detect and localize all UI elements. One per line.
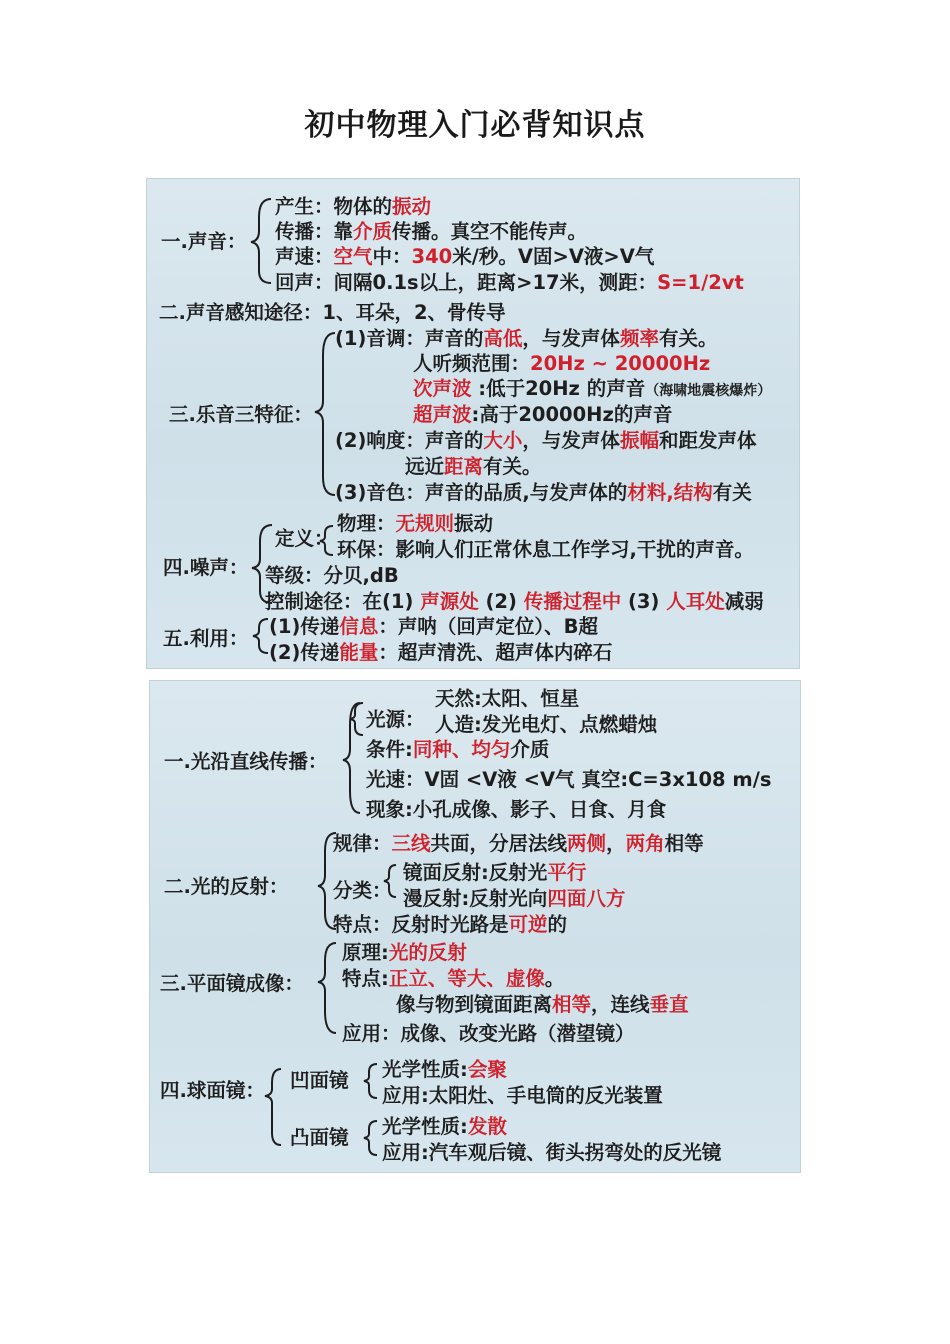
control-text-c: (3): [621, 590, 667, 613]
propagation-keyword: 传播过程中: [523, 590, 622, 613]
concave-property-line: [382, 1058, 507, 1082]
distance-text-b: ，连线: [591, 993, 650, 1016]
concave-mirror-label: 凹面镜: [290, 1069, 349, 1092]
ultrasound-line: [413, 403, 672, 427]
noise-control-line: [265, 590, 764, 614]
pitch-text-c: 有关。: [658, 327, 718, 350]
loudness-text-e: 有关。: [483, 455, 542, 478]
angles-keyword: 两角: [625, 832, 665, 855]
noise-environment-line: 环保：影响人们正常休息工作学习,干扰的声音。: [337, 538, 754, 561]
propagation-text-b: 传播。真空不能传声。: [392, 220, 588, 243]
light-source-label: 光源：: [366, 708, 425, 731]
noise-definition-label: 定义：: [275, 527, 334, 550]
usage-info-text-b: ：声呐（回声定位）、B超: [378, 615, 599, 638]
classification-label: 分类：: [333, 879, 392, 902]
diffuse-text: 漫反射:反射光向: [403, 887, 548, 910]
infrasound-examples: （海啸地震核爆炸）: [645, 383, 772, 399]
distance-keyword: 距离: [444, 455, 484, 478]
convex-mirror-label: 凸面镜: [290, 1126, 349, 1149]
ultrasound-text: :高于20000Hz的声音: [471, 403, 673, 426]
noise-physics-line: [337, 512, 493, 536]
control-text-b: (2): [478, 590, 524, 613]
infrasound-line: [413, 377, 771, 403]
control-text-a: 控制途径：在(1): [265, 590, 421, 613]
sound-knowledge-card: [146, 178, 800, 669]
law-text-c: ，: [606, 832, 626, 855]
reversibility-line: [333, 913, 567, 937]
speed-text-b: 米/秒。V固>V液>V气: [452, 245, 655, 268]
timbre-line: [335, 481, 752, 505]
section-usage-heading: 五.利用：: [163, 627, 249, 650]
condition-line: [366, 738, 549, 762]
information-keyword: 信息: [339, 615, 379, 638]
source-keyword: 声源处: [420, 590, 479, 613]
echo-formula: S=1/2vt: [657, 271, 744, 294]
plane-mirror-application-line: 应用：成像、改变光路（潜望镜）: [342, 1022, 635, 1045]
irregular-keyword: 无规则: [395, 512, 455, 535]
sound-propagation-line: [275, 220, 587, 244]
loudness-keyword: 大小: [483, 429, 523, 452]
condition-text: 介质: [510, 738, 550, 761]
section-perception-heading: 二.声音感知途径：1、耳朵，2、骨传导: [159, 301, 506, 324]
energy-keyword: 能量: [339, 641, 379, 664]
speed-value: 340: [411, 245, 453, 268]
infrasound-text: :低于20Hz 的声音: [471, 377, 646, 400]
infrasound-keyword: 次声波: [413, 377, 472, 400]
distance-text-a: 像与物到镜面距离: [396, 993, 553, 1016]
sound-production-text: 产生：物体的: [275, 195, 393, 218]
convex-property-line: [382, 1115, 507, 1139]
features-end: 。: [544, 967, 565, 990]
ear-keyword: 人耳处: [666, 590, 725, 613]
principle-line: [342, 941, 467, 965]
reflection-keyword: 光的反射: [388, 941, 467, 964]
reflection-law-line: [333, 832, 704, 856]
speed-label: 声速：: [275, 245, 334, 268]
medium-keyword: 介质: [353, 220, 393, 243]
all-directions-keyword: 四面八方: [547, 887, 626, 910]
usage-energy-text-a: (2)传递: [269, 641, 340, 664]
propagation-text-a: 传播：靠: [275, 220, 354, 243]
usage-energy-line: [269, 641, 612, 665]
section-plane-mirror-heading: 三.平面镜成像：: [160, 972, 304, 995]
frequency-keyword: 频率: [619, 327, 659, 350]
convex-application-line: 应用:汽车观后镜、街头拐弯处的反光镜: [382, 1141, 722, 1164]
light-knowledge-card: [149, 680, 801, 1173]
hearing-range-value: 20Hz ~ 20000Hz: [530, 352, 711, 375]
usage-info-line: [269, 615, 598, 639]
page-title: 初中物理入门必背知识点: [304, 108, 646, 143]
virtual-image-keyword: 正立、等大、虚像: [388, 967, 545, 990]
pitch-text-b: ，与发声体: [522, 327, 620, 350]
equal-keyword: 相等: [552, 993, 592, 1016]
timbre-text-b: 有关: [712, 481, 752, 504]
both-sides-keyword: 两侧: [567, 832, 607, 855]
perpendicular-keyword: 垂直: [649, 993, 689, 1016]
diverge-keyword: 发散: [467, 1115, 507, 1138]
hearing-range-label: 人听频范围：: [413, 352, 531, 375]
echo-text: 回声：间隔0.1s以上，距离>17米，测距：: [275, 271, 658, 294]
concave-property-label: 光学性质:: [382, 1058, 468, 1081]
section-reflection-heading: 二.光的反射：: [164, 875, 289, 898]
diffuse-reflection-line: [403, 887, 625, 911]
pitch-text-a: (1)音调：声音的: [335, 327, 484, 350]
loudness-line-1: [335, 429, 756, 453]
echo-line: [275, 271, 744, 295]
noise-physics-label: 物理：: [337, 512, 396, 535]
section-spherical-mirror-heading: 四.球面镜：: [160, 1079, 265, 1102]
features-label: 特点:: [342, 967, 389, 990]
law-text-b: 共面，分居法线: [430, 832, 568, 855]
specular-text: 镜面反射:反射光: [403, 861, 548, 884]
convex-property-label: 光学性质:: [382, 1115, 468, 1138]
control-text-d: 减弱: [724, 590, 764, 613]
reversibility-text-a: 特点：反射时光路是: [333, 913, 509, 936]
image-distance-line: [396, 993, 689, 1017]
specular-reflection-line: [403, 861, 586, 885]
section-rectilinear-heading: 一.光沿直线传播：: [164, 750, 328, 773]
concave-application-line: 应用:太阳灶、手电筒的反光装置: [382, 1084, 663, 1107]
material-structure-keyword: 材料,结构: [627, 481, 713, 504]
loudness-text-a: (2)响度：声音的: [335, 429, 484, 452]
sound-speed-line: [275, 245, 654, 269]
converge-keyword: 会聚: [467, 1058, 507, 1081]
sound-production-line: [275, 195, 431, 219]
uniform-keyword: 同种、均匀: [412, 738, 511, 761]
principle-label: 原理:: [342, 941, 389, 964]
law-text-a: 规律：: [333, 832, 392, 855]
law-text-d: 相等: [664, 832, 704, 855]
artificial-source-line: 人造:发光电灯、点燃蜡烛: [435, 713, 658, 736]
pitch-keyword: 高低: [483, 327, 523, 350]
vibration-keyword: 振动: [392, 195, 432, 218]
loudness-text-b: ，与发声体: [522, 429, 620, 452]
section-music-heading: 三.乐音三特征：: [169, 403, 313, 426]
noise-grade-line: 等级：分贝,dB: [265, 564, 399, 587]
ultrasound-keyword: 超声波: [413, 403, 472, 426]
timbre-text-a: (3)音色：声音的品质,与发声体的: [335, 481, 628, 504]
natural-source-line: 天然:太阳、恒星: [435, 687, 580, 710]
usage-energy-text-b: ：超声清洗、超声体内碎石: [378, 641, 613, 664]
condition-label: 条件:: [366, 738, 413, 761]
parallel-keyword: 平行: [547, 861, 587, 884]
hearing-range-line: [413, 352, 710, 376]
air-keyword: 空气: [333, 245, 373, 268]
three-lines-keyword: 三线: [391, 832, 431, 855]
reversibility-text-b: 的: [547, 913, 568, 936]
loudness-text-c: 和距发声体: [658, 429, 757, 452]
speed-text-a: 中：: [372, 245, 412, 268]
loudness-text-d: 远近: [405, 455, 445, 478]
loudness-line-2: [405, 455, 542, 479]
noise-physics-text: 振动: [454, 512, 494, 535]
light-speed-line: 光速：V固 <V液 <V气 真空:C=3x108 m/s: [366, 768, 772, 791]
image-features-line: [342, 967, 564, 991]
pitch-line: [335, 327, 717, 351]
section-noise-heading: 四.噪声：: [163, 556, 249, 579]
phenomena-line: 现象:小孔成像、影子、日食、月食: [366, 798, 667, 821]
section-sound-heading: 一.声音：: [161, 230, 247, 253]
reversible-keyword: 可逆: [508, 913, 548, 936]
usage-info-text-a: (1)传递: [269, 615, 340, 638]
amplitude-keyword: 振幅: [619, 429, 659, 452]
